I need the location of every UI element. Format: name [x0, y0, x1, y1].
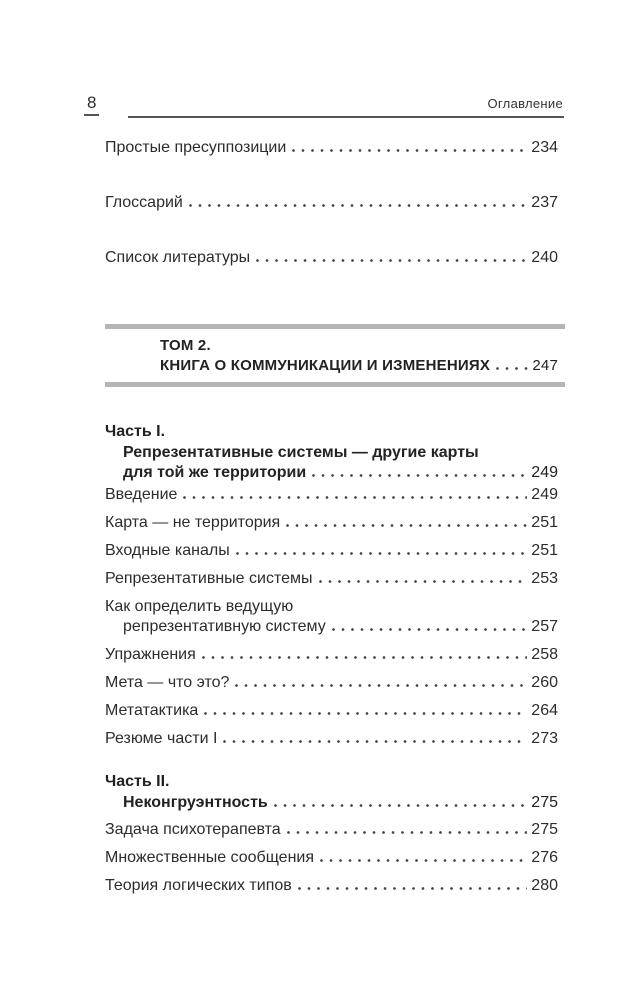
- volume-title: [160, 336, 565, 376]
- entry-page-number: 260: [531, 674, 558, 691]
- toc-entry: [105, 821, 565, 838]
- toc-entry: [123, 793, 565, 813]
- entry-page-number: 247: [532, 357, 558, 374]
- entry-page-number: 257: [531, 618, 558, 635]
- toc-entry: [105, 139, 565, 156]
- entry-page-number: 275: [531, 794, 558, 811]
- entry-page-number: 275: [531, 821, 558, 838]
- dot-leader: [235, 684, 527, 687]
- toc-entry: [105, 702, 565, 719]
- entry-label: Глоссарий: [105, 194, 183, 211]
- volume-heading: [105, 324, 565, 387]
- dot-leader: [223, 740, 527, 743]
- entry-label: Теория логических типов: [105, 877, 292, 894]
- dot-leader: [183, 496, 527, 499]
- entry-page-number: 251: [531, 514, 558, 531]
- volume-bottom-bar: [105, 382, 565, 387]
- entry-page-number: 258: [531, 646, 558, 663]
- dot-leader: [236, 552, 528, 555]
- entry-label: Метатактика: [105, 702, 199, 719]
- toc-entry: [105, 514, 565, 531]
- entry-label: Введение: [105, 486, 178, 503]
- toc-entry: [123, 463, 565, 483]
- toc-entry: [105, 570, 565, 587]
- entry-page-number: 280: [531, 877, 558, 894]
- toc-entry: [105, 249, 565, 266]
- entry-page-number: 251: [531, 542, 558, 559]
- volume-title-line1: ТОМ 2.: [160, 337, 211, 354]
- entry-label: Резюме части I: [105, 730, 218, 747]
- entry-page-number: 253: [531, 570, 558, 587]
- toc-entry: [105, 194, 565, 211]
- dot-leader: [312, 474, 527, 477]
- toc-entry: [105, 646, 565, 663]
- entry-page-number: 234: [531, 139, 558, 156]
- toc-entry: [160, 356, 565, 376]
- entry-label: Простые пресуппозиции: [105, 139, 287, 156]
- entry-label: Мета — что это?: [105, 674, 230, 691]
- entry-page-number: 249: [531, 464, 558, 481]
- entry-label: Репрезентативные системы: [105, 570, 313, 587]
- dot-leader: [286, 524, 527, 527]
- part-subtitle-line1: Репрезентативные системы — другие карты: [123, 444, 479, 461]
- toc-entry-two-line: [105, 598, 565, 635]
- entry-label: Упражнения: [105, 646, 196, 663]
- part-heading: [105, 423, 565, 483]
- dot-leader: [189, 204, 527, 207]
- dot-leader: [496, 367, 528, 370]
- page-number: 8: [84, 93, 99, 116]
- toc-entry: [105, 877, 565, 894]
- part-subtitle: [123, 793, 565, 813]
- dot-leader: [256, 259, 527, 262]
- entry-page-number: 240: [531, 249, 558, 266]
- entry-page-number: 237: [531, 194, 558, 211]
- dot-leader: [298, 887, 528, 890]
- table-of-contents: [105, 139, 565, 894]
- toc-entry: [105, 674, 565, 691]
- entry-page-number: 273: [531, 730, 558, 747]
- volume-top-bar: [105, 324, 565, 329]
- entry-page-number: 264: [531, 702, 558, 719]
- part-subtitle-line2: для той же территории: [123, 464, 307, 481]
- dot-leader: [204, 712, 527, 715]
- entry-label: Входные каналы: [105, 542, 230, 559]
- dot-leader: [332, 628, 528, 631]
- volume-title-line2: КНИГА О КОММУНИКАЦИИ И ИЗМЕНЕНИЯХ: [160, 357, 491, 374]
- dot-leader: [292, 149, 527, 152]
- toc-entry: [105, 542, 565, 559]
- part-heading: [105, 773, 565, 813]
- toc-entry: [105, 849, 565, 866]
- header-rule: [128, 116, 564, 118]
- part-title: Часть II.: [105, 773, 170, 790]
- dot-leader: [320, 859, 527, 862]
- entry-page-number: 276: [531, 849, 558, 866]
- part-title: Часть I.: [105, 423, 166, 440]
- toc-entry: [105, 730, 565, 747]
- entry-label: Карта — не территория: [105, 514, 281, 531]
- running-head-title: Оглавление: [487, 96, 563, 111]
- toc-entry: [105, 486, 565, 503]
- dot-leader: [202, 656, 528, 659]
- entry-label-line2-row: [123, 618, 565, 635]
- dot-leader: [287, 831, 528, 834]
- part-subtitle-line1: Неконгруэнтность: [123, 794, 268, 811]
- dot-leader: [274, 804, 528, 807]
- entry-label: Множественные сообщения: [105, 849, 315, 866]
- entry-label-line1: Как определить ведущую: [105, 598, 294, 615]
- entry-label: Задача психотерапевта: [105, 821, 281, 838]
- dot-leader: [319, 580, 528, 583]
- entry-page-number: 249: [531, 486, 558, 503]
- entry-label-line2: репрезентативную систему: [123, 618, 326, 635]
- entry-label: Список литературы: [105, 249, 251, 266]
- part-subtitle: [123, 443, 565, 483]
